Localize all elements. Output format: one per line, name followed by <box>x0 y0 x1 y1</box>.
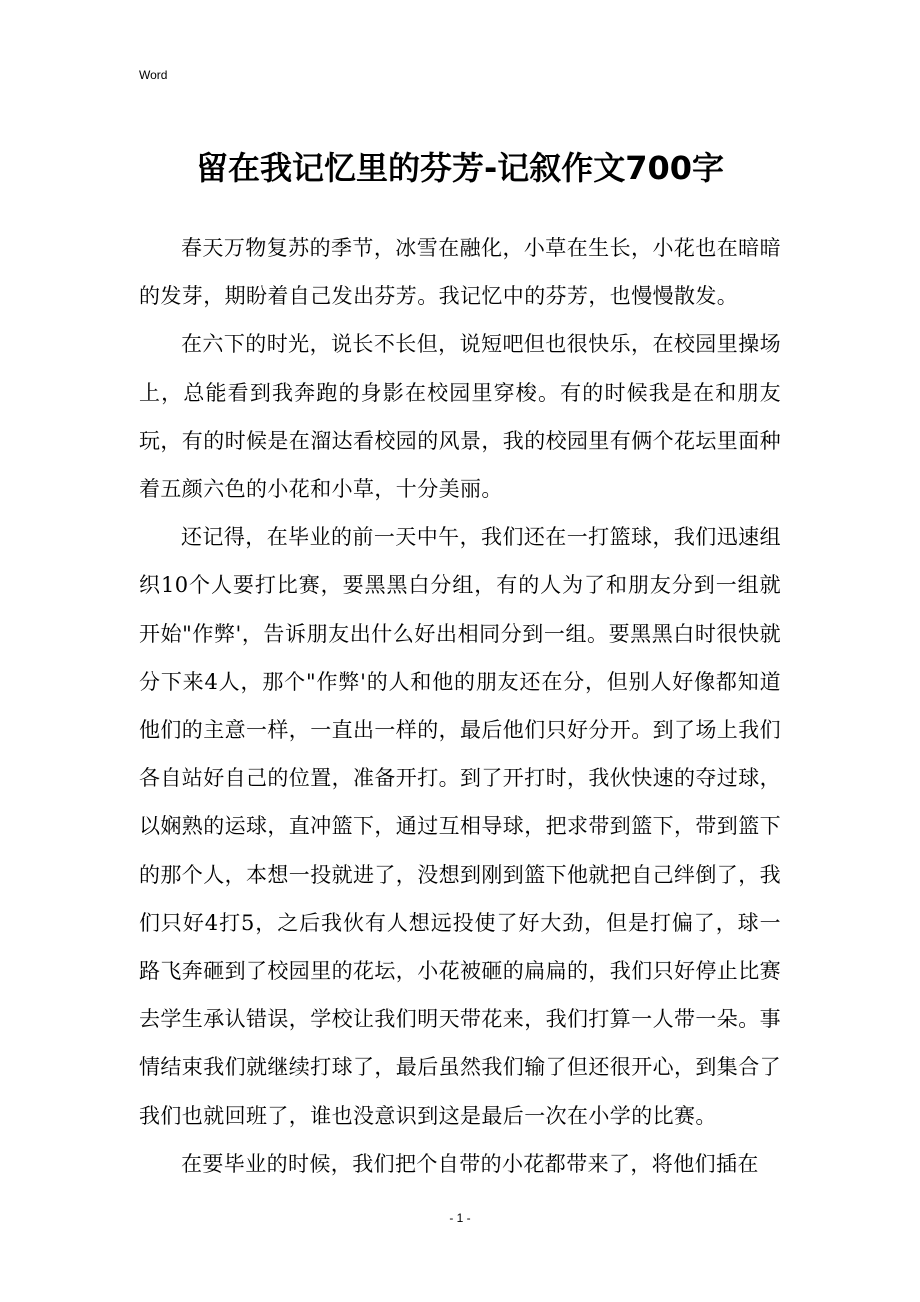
paragraph: 还记得，在毕业的前一天中午，我们还在一打篮球，我们迅速组织10个人要打比赛，要黑黑白分组，有的人为了和朋友分到一组就开始"作弊'，告诉朋友出什么好出相同分到一组。要黑黑白时很快就分下来4人，那个"作弊'的人和他的朋友还在分，但别人好像都知道他们的主意一样，一直出一样的，最后他们只好分开。到了场上我们各自站好自己的位置，准备开打。到了开打时，我伙快速的夺过球，以娴熟的运球，直冲篮下，通过互相导球，把求带到篮下，带到篮下的那个人，本想一投就进了，没想到刚到篮下他就把自己绊倒了，我们只好4打5，之后我伙有人想远投使了好大劲，但是打偏了，球一路飞奔砸到了校园里的花坛，小花被砸的扁扁的，我们只好停止比赛去学生承认错误，学校让我们明天带花来，我们打算一人带一朵。事情结束我们就继续打球了，最后虽然我们输了但还很开心，到集合了我们也就回班了，谁也没意识到这是最后一次在小学的比赛。 <box>139 525 781 1128</box>
paragraph: 春天万物复苏的季节，冰雪在融化，小草在生长，小花也在暗暗的发芽，期盼着自己发出芬芳。我记忆中的芬芳，也慢慢散发。 <box>139 236 781 309</box>
paragraph: 在要毕业的时候，我们把个自带的小花都带来了，将他们插在 <box>181 1151 759 1176</box>
header-label: Word <box>139 68 168 82</box>
document-title: 留在我记忆里的芬芳-记叙作文700字 <box>195 149 725 187</box>
paragraph: 在六下的时光，说长不长但，说短吧但也很快乐，在校园里操场上，总能看到我奔跑的身影在校园里穿梭。有的时候我是在和朋友玩，有的时候是在溜达看校园的风景，我的校园里有俩个花坛里面种着五颜六色的小花和小草，十分美丽。 <box>139 332 781 502</box>
document-body <box>139 224 781 1188</box>
page-number: - 1 - <box>449 1211 471 1225</box>
